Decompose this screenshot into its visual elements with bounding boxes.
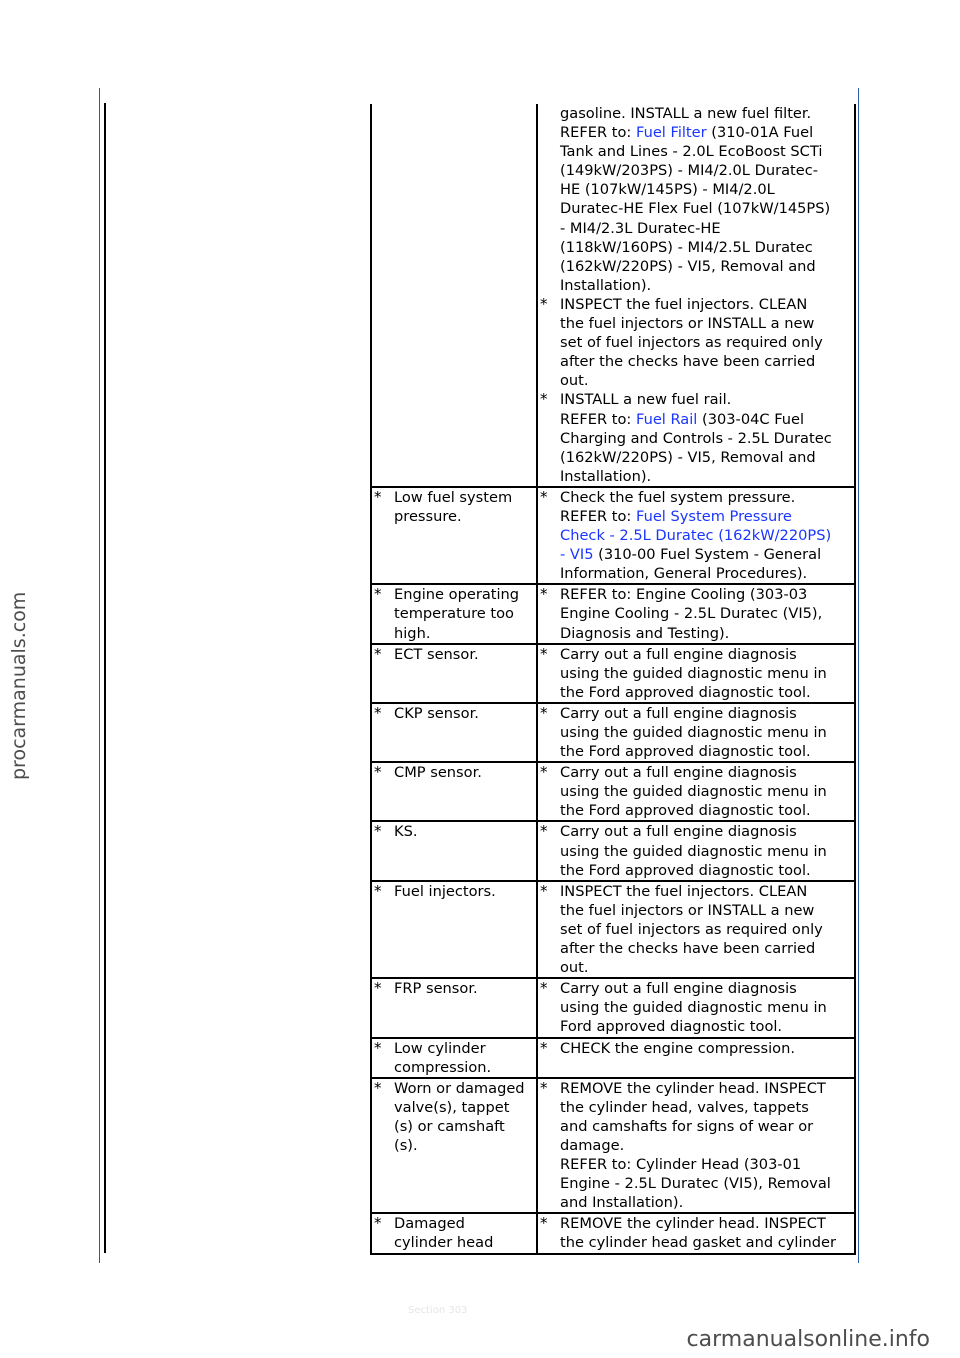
- action-text: INSTALL a new fuel rail. REFER to:: [560, 391, 732, 428]
- action-cell: [537, 703, 855, 762]
- cause-cell: [371, 584, 537, 643]
- cause-text: Fuel injectors.: [394, 882, 496, 900]
- action-item: [538, 295, 854, 390]
- table-row: [371, 487, 855, 584]
- action-cell: [537, 821, 855, 880]
- bullet-asterisk: *: [540, 763, 548, 782]
- right-margin-line: [858, 88, 859, 1263]
- bullet-asterisk: *: [540, 703, 548, 722]
- action-item: [538, 822, 854, 879]
- cause-text: CMP sensor.: [394, 764, 482, 782]
- bullet-asterisk: *: [540, 1038, 548, 1057]
- table-row: [371, 821, 855, 880]
- action-text: Check the fuel system pressure. REFER to:: [560, 488, 796, 525]
- table-row: [371, 1038, 855, 1078]
- watermark-procarmanuals: procarmanuals.com: [8, 591, 30, 780]
- bullet-asterisk: *: [374, 881, 382, 900]
- action-text: Carry out a full engine diagnosis using the guided diagnostic menu in the Ford approved diagnostic tool.: [560, 764, 827, 820]
- bullet-asterisk: *: [374, 1214, 382, 1233]
- cause-cell: [371, 487, 537, 584]
- action-cell: [537, 1078, 855, 1214]
- action-text: (310-00 Fuel System - General Information, General Procedures).: [560, 546, 822, 583]
- left-margin-line-inner: [104, 103, 106, 1253]
- action-item: [538, 645, 854, 702]
- action-cell: [537, 104, 855, 487]
- diagnosis-table: [370, 104, 856, 1255]
- bullet-asterisk: *: [374, 703, 382, 722]
- cause-text: CKP sensor.: [394, 704, 479, 722]
- cause-text: KS.: [394, 823, 418, 841]
- action-item: [538, 882, 854, 977]
- bullet-asterisk: *: [374, 644, 382, 663]
- bullet-asterisk: *: [374, 763, 382, 782]
- bullet-asterisk: *: [540, 487, 548, 506]
- action-item: [538, 1079, 854, 1213]
- action-text: gasoline. INSTALL a new fuel filter. REFER to:: [560, 105, 812, 142]
- watermark-carmanualsonline: carmanualsonline.info: [686, 1327, 930, 1352]
- bullet-asterisk: *: [540, 585, 548, 604]
- action-text: REMOVE the cylinder head. INSPECT the cylinder head, valves, tappets and camshafts for signs of wear or damage. REFER to: Cylinder Head (303-01 Engine - 2.5L Duratec (VI5), Removal and Installation).: [560, 1079, 831, 1212]
- reference-link[interactable]: Fuel Rail: [635, 410, 698, 428]
- bullet-asterisk: *: [374, 1078, 382, 1097]
- action-item: [538, 1214, 854, 1252]
- bullet-asterisk: *: [540, 979, 548, 998]
- footer-faint-text: Section 303: [408, 1305, 468, 1316]
- action-text: (303-04C Fuel Charging and Controls - 2.5L Duratec (162kW/220PS) - VI5, Removal and Installation).: [560, 410, 832, 485]
- action-text: REMOVE the cylinder head. INSPECT the cylinder head gasket and cylinder: [560, 1215, 836, 1252]
- cause-cell: [371, 1213, 537, 1253]
- table-row: [371, 978, 855, 1037]
- bullet-asterisk: *: [374, 822, 382, 841]
- cause-cell: [371, 644, 537, 703]
- table-row: [371, 104, 855, 487]
- action-text: Carry out a full engine diagnosis using the guided diagnostic menu in Ford approved diagnostic tool.: [560, 980, 827, 1036]
- action-cell: [537, 1038, 855, 1078]
- action-text: REFER to: Engine Cooling (303-03 Engine Cooling - 2.5L Duratec (VI5), Diagnosis and Testing).: [560, 586, 823, 642]
- bullet-asterisk: *: [540, 1214, 548, 1233]
- action-text: (310-01A Fuel Tank and Lines - 2.0L EcoBoost SCTi (149kW/203PS) - MI4/2.0L Duratec- HE (107kW/145PS) - MI4/2.0L Duratec-HE Flex Fuel (107kW/145PS) - MI4/2.3L Duratec-HE (118kW/160PS) - MI4/2.5L Duratec (162kW/220PS) - VI5, Removal and Installation).: [560, 124, 831, 294]
- action-cell: [537, 1213, 855, 1253]
- action-item: [538, 979, 854, 1036]
- action-item: [538, 585, 854, 642]
- cause-cell: [371, 1038, 537, 1078]
- action-item: [538, 488, 854, 583]
- cause-cell: [371, 1078, 537, 1214]
- table-row: [371, 584, 855, 643]
- bullet-asterisk: *: [374, 487, 382, 506]
- action-text: Carry out a full engine diagnosis using the guided diagnostic menu in the Ford approved diagnostic tool.: [560, 645, 827, 701]
- bullet-asterisk: *: [540, 1078, 548, 1097]
- cause-text: Damaged cylinder head: [394, 1215, 494, 1252]
- table-row: [371, 644, 855, 703]
- action-text: CHECK the engine compression.: [560, 1039, 795, 1057]
- bullet-asterisk: *: [540, 881, 548, 900]
- bullet-asterisk: *: [540, 294, 548, 313]
- cause-cell: [371, 978, 537, 1037]
- action-text: INSPECT the fuel injectors. CLEAN the fuel injectors or INSTALL a new set of fuel injectors as required only after the checks have been carried out.: [560, 882, 823, 977]
- diagnosis-table-body: [371, 104, 855, 1254]
- table-row: [371, 881, 855, 978]
- bullet-asterisk: *: [540, 644, 548, 663]
- table-row: [371, 762, 855, 821]
- action-text: Carry out a full engine diagnosis using the guided diagnostic menu in the Ford approved diagnostic tool.: [560, 704, 827, 761]
- reference-link[interactable]: Fuel Filter: [635, 124, 707, 142]
- cause-cell: [371, 104, 537, 487]
- table-row: [371, 1213, 855, 1253]
- action-cell: [537, 487, 855, 584]
- action-cell: [537, 978, 855, 1037]
- cause-cell: [371, 762, 537, 821]
- action-cell: [537, 881, 855, 978]
- cause-cell: [371, 881, 537, 978]
- cause-cell: [371, 821, 537, 880]
- action-item: [538, 1039, 854, 1058]
- table-row: [371, 703, 855, 762]
- cause-text: FRP sensor.: [394, 980, 478, 998]
- cause-text: Low fuel system pressure.: [394, 488, 513, 525]
- bullet-asterisk: *: [374, 585, 382, 604]
- bullet-asterisk: *: [374, 1038, 382, 1057]
- action-text: INSPECT the fuel injectors. CLEAN the fuel injectors or INSTALL a new set of fuel injectors as required only after the checks have been carried out.: [560, 295, 823, 390]
- action-item: [538, 763, 854, 820]
- action-item: [538, 390, 854, 485]
- action-text: Carry out a full engine diagnosis using the guided diagnostic menu in the Ford approved diagnostic tool.: [560, 823, 827, 879]
- action-cell: [537, 762, 855, 821]
- action-item: [538, 104, 854, 295]
- action-cell: [537, 644, 855, 703]
- reference-link[interactable]: Fuel System Pressure Check - 2.5L Duratec (162kW/220PS) - VI5: [560, 507, 832, 564]
- cause-text: ECT sensor.: [394, 645, 479, 663]
- cause-text: Worn or damaged valve(s), tappet (s) or camshaft (s).: [394, 1079, 525, 1154]
- table-row: [371, 1078, 855, 1214]
- bullet-asterisk: *: [374, 979, 382, 998]
- cause-text: Engine operating temperature too high.: [394, 586, 520, 642]
- cause-cell: [371, 703, 537, 762]
- cause-text: Low cylinder compression.: [394, 1039, 492, 1076]
- bullet-asterisk: *: [540, 822, 548, 841]
- bullet-asterisk: *: [540, 390, 548, 409]
- left-margin-line-outer: [99, 88, 100, 1263]
- action-item: [538, 704, 854, 761]
- action-cell: [537, 584, 855, 643]
